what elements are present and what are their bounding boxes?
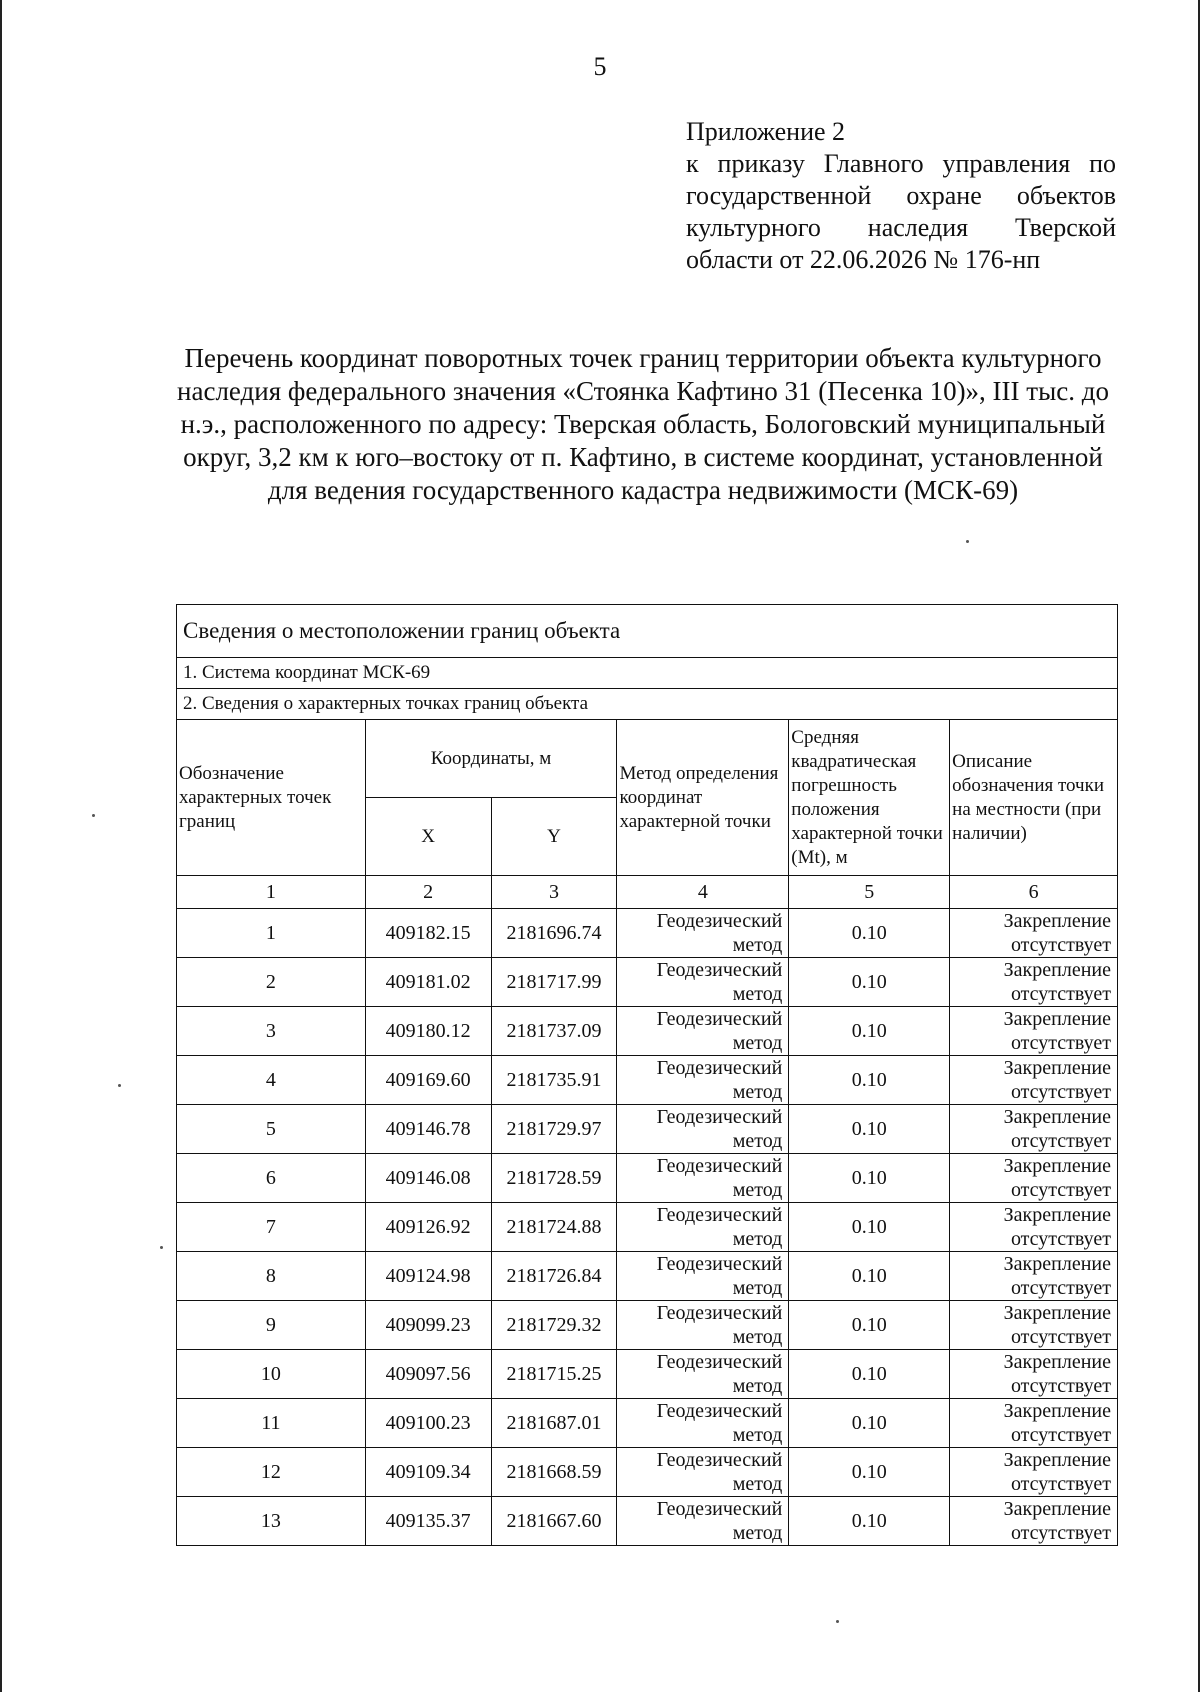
point-designation: 4 bbox=[177, 1056, 366, 1105]
description-value: Закрепление отсутствует bbox=[950, 1448, 1118, 1497]
header-error: Средняя квадратическая погрешность положения характерной точки (Mt), м bbox=[789, 720, 950, 876]
page-number: 5 bbox=[593, 52, 607, 81]
header-designation: Обозначение характерных точек границ bbox=[177, 720, 366, 876]
method-value: Геодезический метод bbox=[617, 1203, 789, 1252]
error-value: 0.10 bbox=[789, 1399, 950, 1448]
column-number: 1 bbox=[177, 876, 366, 909]
error-value: 0.10 bbox=[789, 1154, 950, 1203]
y-coordinate: 2181737.09 bbox=[491, 1007, 617, 1056]
x-coordinate: 409146.08 bbox=[365, 1154, 491, 1203]
coordinates-table bbox=[176, 604, 1118, 1546]
scan-edge-left bbox=[0, 0, 2, 1692]
table-row bbox=[177, 1252, 1118, 1301]
table-row bbox=[177, 958, 1118, 1007]
method-value: Геодезический метод bbox=[617, 1448, 789, 1497]
error-value: 0.10 bbox=[789, 1056, 950, 1105]
point-designation: 7 bbox=[177, 1203, 366, 1252]
description-value: Закрепление отсутствует bbox=[950, 1154, 1118, 1203]
method-value: Геодезический метод bbox=[617, 1399, 789, 1448]
point-designation: 5 bbox=[177, 1105, 366, 1154]
description-value: Закрепление отсутствует bbox=[950, 1007, 1118, 1056]
header-y: Y bbox=[491, 798, 617, 876]
method-value: Геодезический метод bbox=[617, 909, 789, 958]
coord-system: 1. Система координат МСК-69 bbox=[177, 658, 1118, 689]
table-row bbox=[177, 1056, 1118, 1105]
column-number-row bbox=[177, 876, 1118, 909]
y-coordinate: 2181735.91 bbox=[491, 1056, 617, 1105]
point-designation: 11 bbox=[177, 1399, 366, 1448]
x-coordinate: 409100.23 bbox=[365, 1399, 491, 1448]
table-row bbox=[177, 1007, 1118, 1056]
method-value: Геодезический метод bbox=[617, 1252, 789, 1301]
point-designation: 8 bbox=[177, 1252, 366, 1301]
method-value: Геодезический метод bbox=[617, 1105, 789, 1154]
table-row bbox=[177, 1350, 1118, 1399]
error-value: 0.10 bbox=[789, 1105, 950, 1154]
point-designation: 9 bbox=[177, 1301, 366, 1350]
point-designation: 2 bbox=[177, 958, 366, 1007]
table-row bbox=[177, 1399, 1118, 1448]
section-heading: Сведения о местоположении границ объекта bbox=[177, 605, 1118, 658]
header-description: Описание обозначения точки на местности (при наличии) bbox=[950, 720, 1118, 876]
description-value: Закрепление отсутствует bbox=[950, 1252, 1118, 1301]
method-value: Геодезический метод bbox=[617, 1007, 789, 1056]
error-value: 0.10 bbox=[789, 1203, 950, 1252]
method-value: Геодезический метод bbox=[617, 1350, 789, 1399]
y-coordinate: 2181729.32 bbox=[491, 1301, 617, 1350]
description-value: Закрепление отсутствует bbox=[950, 1056, 1118, 1105]
point-designation: 13 bbox=[177, 1497, 366, 1546]
y-coordinate: 2181668.59 bbox=[491, 1448, 617, 1497]
points-heading: 2. Сведения о характерных точках границ объекта bbox=[177, 689, 1118, 720]
scan-speck bbox=[92, 814, 95, 817]
point-designation: 6 bbox=[177, 1154, 366, 1203]
table-row bbox=[177, 909, 1118, 958]
scan-speck bbox=[160, 1246, 163, 1249]
column-number: 2 bbox=[365, 876, 491, 909]
scan-speck bbox=[118, 1084, 121, 1087]
header-row-1 bbox=[177, 720, 1118, 798]
table-row bbox=[177, 1448, 1118, 1497]
table-row bbox=[177, 1105, 1118, 1154]
table-row bbox=[177, 1301, 1118, 1350]
y-coordinate: 2181726.84 bbox=[491, 1252, 617, 1301]
description-value: Закрепление отсутствует bbox=[950, 1203, 1118, 1252]
point-designation: 10 bbox=[177, 1350, 366, 1399]
method-value: Геодезический метод bbox=[617, 1154, 789, 1203]
column-number: 6 bbox=[950, 876, 1118, 909]
table-row bbox=[177, 1497, 1118, 1546]
column-number: 3 bbox=[491, 876, 617, 909]
description-value: Закрепление отсутствует bbox=[950, 958, 1118, 1007]
y-coordinate: 2181729.97 bbox=[491, 1105, 617, 1154]
description-value: Закрепление отсутствует bbox=[950, 1350, 1118, 1399]
x-coordinate: 409109.34 bbox=[365, 1448, 491, 1497]
x-coordinate: 409097.56 bbox=[365, 1350, 491, 1399]
x-coordinate: 409135.37 bbox=[365, 1497, 491, 1546]
y-coordinate: 2181717.99 bbox=[491, 958, 617, 1007]
error-value: 0.10 bbox=[789, 958, 950, 1007]
x-coordinate: 409182.15 bbox=[365, 909, 491, 958]
error-value: 0.10 bbox=[789, 1007, 950, 1056]
coord-system-row bbox=[177, 658, 1118, 689]
error-value: 0.10 bbox=[789, 1301, 950, 1350]
y-coordinate: 2181667.60 bbox=[491, 1497, 617, 1546]
y-coordinate: 2181687.01 bbox=[491, 1399, 617, 1448]
points-heading-row bbox=[177, 689, 1118, 720]
header-method: Метод определения координат характерной точки bbox=[617, 720, 789, 876]
x-coordinate: 409180.12 bbox=[365, 1007, 491, 1056]
x-coordinate: 409146.78 bbox=[365, 1105, 491, 1154]
section-heading-row bbox=[177, 605, 1118, 658]
error-value: 0.10 bbox=[789, 1497, 950, 1546]
header-coordinates: Координаты, м bbox=[365, 720, 617, 798]
table-row bbox=[177, 1203, 1118, 1252]
table-row bbox=[177, 1154, 1118, 1203]
point-designation: 12 bbox=[177, 1448, 366, 1497]
y-coordinate: 2181728.59 bbox=[491, 1154, 617, 1203]
y-coordinate: 2181724.88 bbox=[491, 1203, 617, 1252]
error-value: 0.10 bbox=[789, 1350, 950, 1399]
scan-speck bbox=[836, 1620, 839, 1623]
method-value: Геодезический метод bbox=[617, 1056, 789, 1105]
document-title: Перечень координат поворотных точек границ территории объекта культурного наследия федерального значения «Стоянка Кафтино 31 (Песенка 10)», III тыс. до н.э., расположенного по адресу: Тверская область, Бологовский муниципальный округ, 3,2 км к юго–востоку от п. Кафтино, в системе координат, установленной для ведения государственного кадастра недвижимости (МСК-69) bbox=[177, 343, 1109, 505]
method-value: Геодезический метод bbox=[617, 958, 789, 1007]
column-number: 5 bbox=[789, 876, 950, 909]
method-value: Геодезический метод bbox=[617, 1301, 789, 1350]
appendix-order-reference: к приказу Главного управления по государственной охране объектов культурного наследия Тверской области от 22.06.2026 № 176-нп bbox=[686, 149, 1116, 274]
appendix-number: Приложение 2 bbox=[686, 117, 846, 146]
x-coordinate: 409181.02 bbox=[365, 958, 491, 1007]
method-value: Геодезический метод bbox=[617, 1497, 789, 1546]
description-value: Закрепление отсутствует bbox=[950, 1301, 1118, 1350]
error-value: 0.10 bbox=[789, 909, 950, 958]
scan-speck bbox=[966, 540, 969, 543]
point-designation: 1 bbox=[177, 909, 366, 958]
description-value: Закрепление отсутствует bbox=[950, 1399, 1118, 1448]
description-value: Закрепление отсутствует bbox=[950, 909, 1118, 958]
y-coordinate: 2181715.25 bbox=[491, 1350, 617, 1399]
column-number: 4 bbox=[617, 876, 789, 909]
error-value: 0.10 bbox=[789, 1448, 950, 1497]
point-designation: 3 bbox=[177, 1007, 366, 1056]
x-coordinate: 409124.98 bbox=[365, 1252, 491, 1301]
header-x: X bbox=[365, 798, 491, 876]
appendix-note bbox=[686, 116, 1116, 276]
x-coordinate: 409099.23 bbox=[365, 1301, 491, 1350]
description-value: Закрепление отсутствует bbox=[950, 1497, 1118, 1546]
x-coordinate: 409126.92 bbox=[365, 1203, 491, 1252]
y-coordinate: 2181696.74 bbox=[491, 909, 617, 958]
x-coordinate: 409169.60 bbox=[365, 1056, 491, 1105]
error-value: 0.10 bbox=[789, 1252, 950, 1301]
description-value: Закрепление отсутствует bbox=[950, 1105, 1118, 1154]
